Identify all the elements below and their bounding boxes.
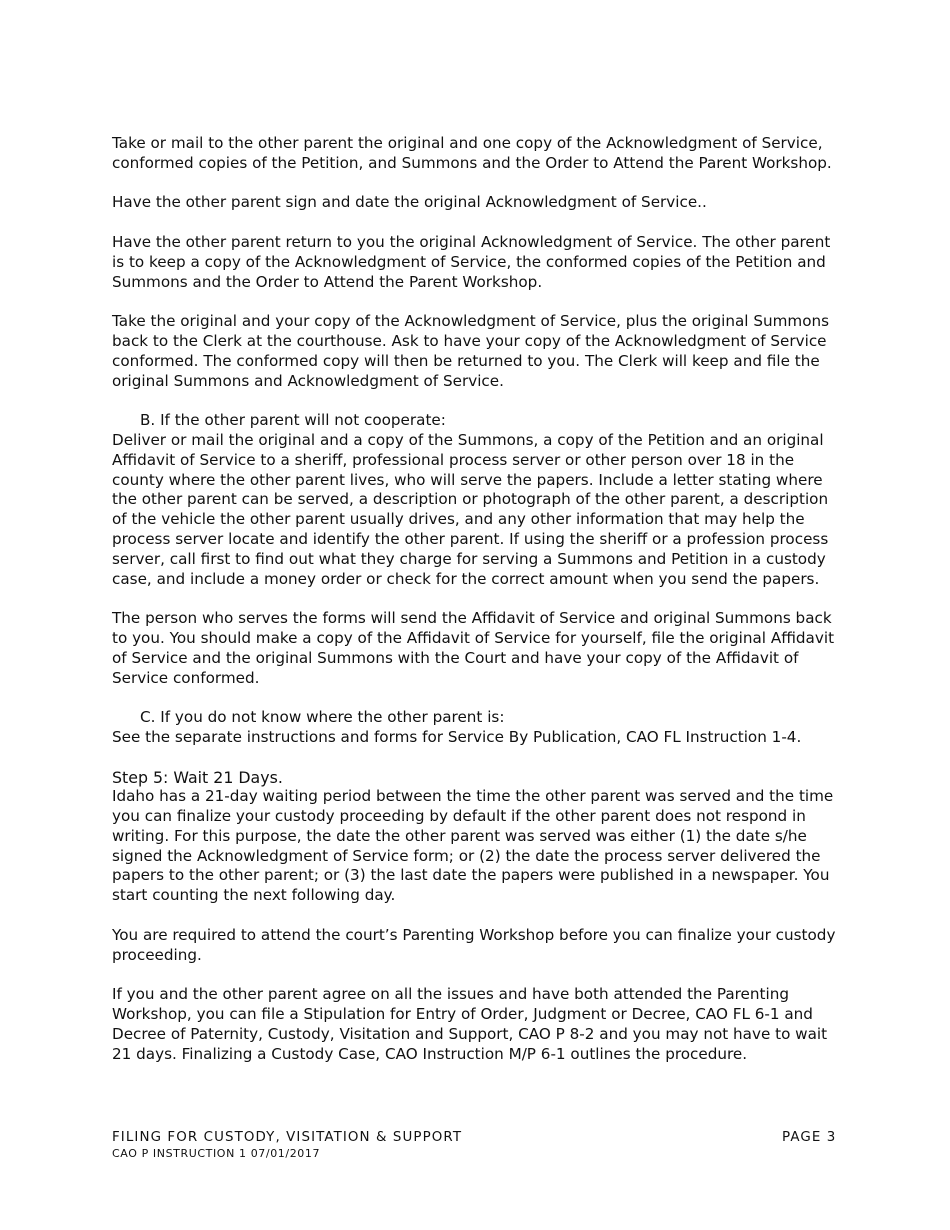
subheading-not-cooperate: B. If the other parent will not cooperate: [140,411,446,430]
paragraph-deliver-acknowledgment: Take or mail to the other parent the original and one copy of the Acknowledgment of Service, conformed copies of the Petition, and Summons and the Order to Attend the Parent Workshop. [112,134,832,172]
paragraph-publication: See the separate instructions and forms for Service By Publication, CAO FL Instruction 1-4. [112,727,802,746]
paragraph-return-acknowledgment: Have the other parent return to you the original Acknowledgment of Service. The other parent is to keep a copy of the Acknowledgment of Service, the conformed copies of the Petition and Summons and the Order to Attend the Parent Workshop. [112,232,831,291]
footer [112,1129,462,1161]
paragraph-waiting-period: Idaho has a 21-day waiting period between the time the other parent was served and the time you can finalize your custody proceeding by default if the other parent does not respond in writing. For this purpose, the date the other parent was served was either (1) the date s/he signed the Acknowledgment of Service form; or (2) the date the process server delivered the papers to the other parent; or (3) the last date the papers were published in a newspaper. You start counting the next following day. [112,787,834,905]
step-5-heading: Step 5: Wait 21 Days. [112,767,283,787]
paragraph-parenting-workshop: You are required to attend the court’s Parenting Workshop before you can finalize your custody proceeding. [112,925,836,964]
paragraph-process-server: Deliver or mail the original and a copy of the Summons, a copy of the Petition and an original Affidavit of Service to a sheriff, professional process server or other person over 18 in the county where the other parent lives, who will serve the papers. Include a letter stating where the other parent can be served, a description or photograph of the other parent, a description of the vehicle the other parent usually drives, and any other information that may help the process server locate and identify the other parent. If using the sheriff or a profession process server, call first to find out what they charge for serving a Summons and Petition in a custody case, and include a money order or check for the correct amount when you send the papers. [112,430,829,588]
paragraph-affidavit-return: The person who serves the forms will send the Affidavit of Service and original Summons back to you. You should make a copy of the Affidavit of Service for yourself, file the original Affidavit of Service and the original Summons with the Court and have your copy of the Affidavit of Service conformed. [112,609,835,687]
paragraph-file-with-clerk: Take the original and your copy of the Acknowledgment of Service, plus the original Summons back to the Clerk at the courthouse. Ask to have your copy of the Acknowledgment of Service conformed. The conformed copy will then be returned to you. The Clerk will keep and file the original Summons and Acknowledgment of Service. [112,312,830,390]
footer-form-code: CAO P INSTRUCTION 1 07/01/2017 [112,1147,321,1160]
subheading-unknown-location: C. If you do not know where the other parent is: [140,708,505,727]
document-body [112,134,842,1064]
page-number: PAGE 3 [782,1130,837,1145]
paragraph-sign-acknowledgment: Have the other parent sign and date the original Acknowledgment of Service.. [112,193,707,212]
paragraph-stipulation: If you and the other parent agree on all the issues and have both attended the Parenting Workshop, you can file a Stipulation for Entry of Order, Judgment or Decree, CAO FL 6-1 and Decree of Paternity, Custody, Visitation and Support, CAO P 8-2 and you may not have to wait 21 days. Finalizing a Custody Case, CAO Instruction M/P 6-1 outlines the procedure. [112,985,828,1063]
footer-title: FILING FOR CUSTODY, VISITATION & SUPPORT [112,1130,463,1145]
